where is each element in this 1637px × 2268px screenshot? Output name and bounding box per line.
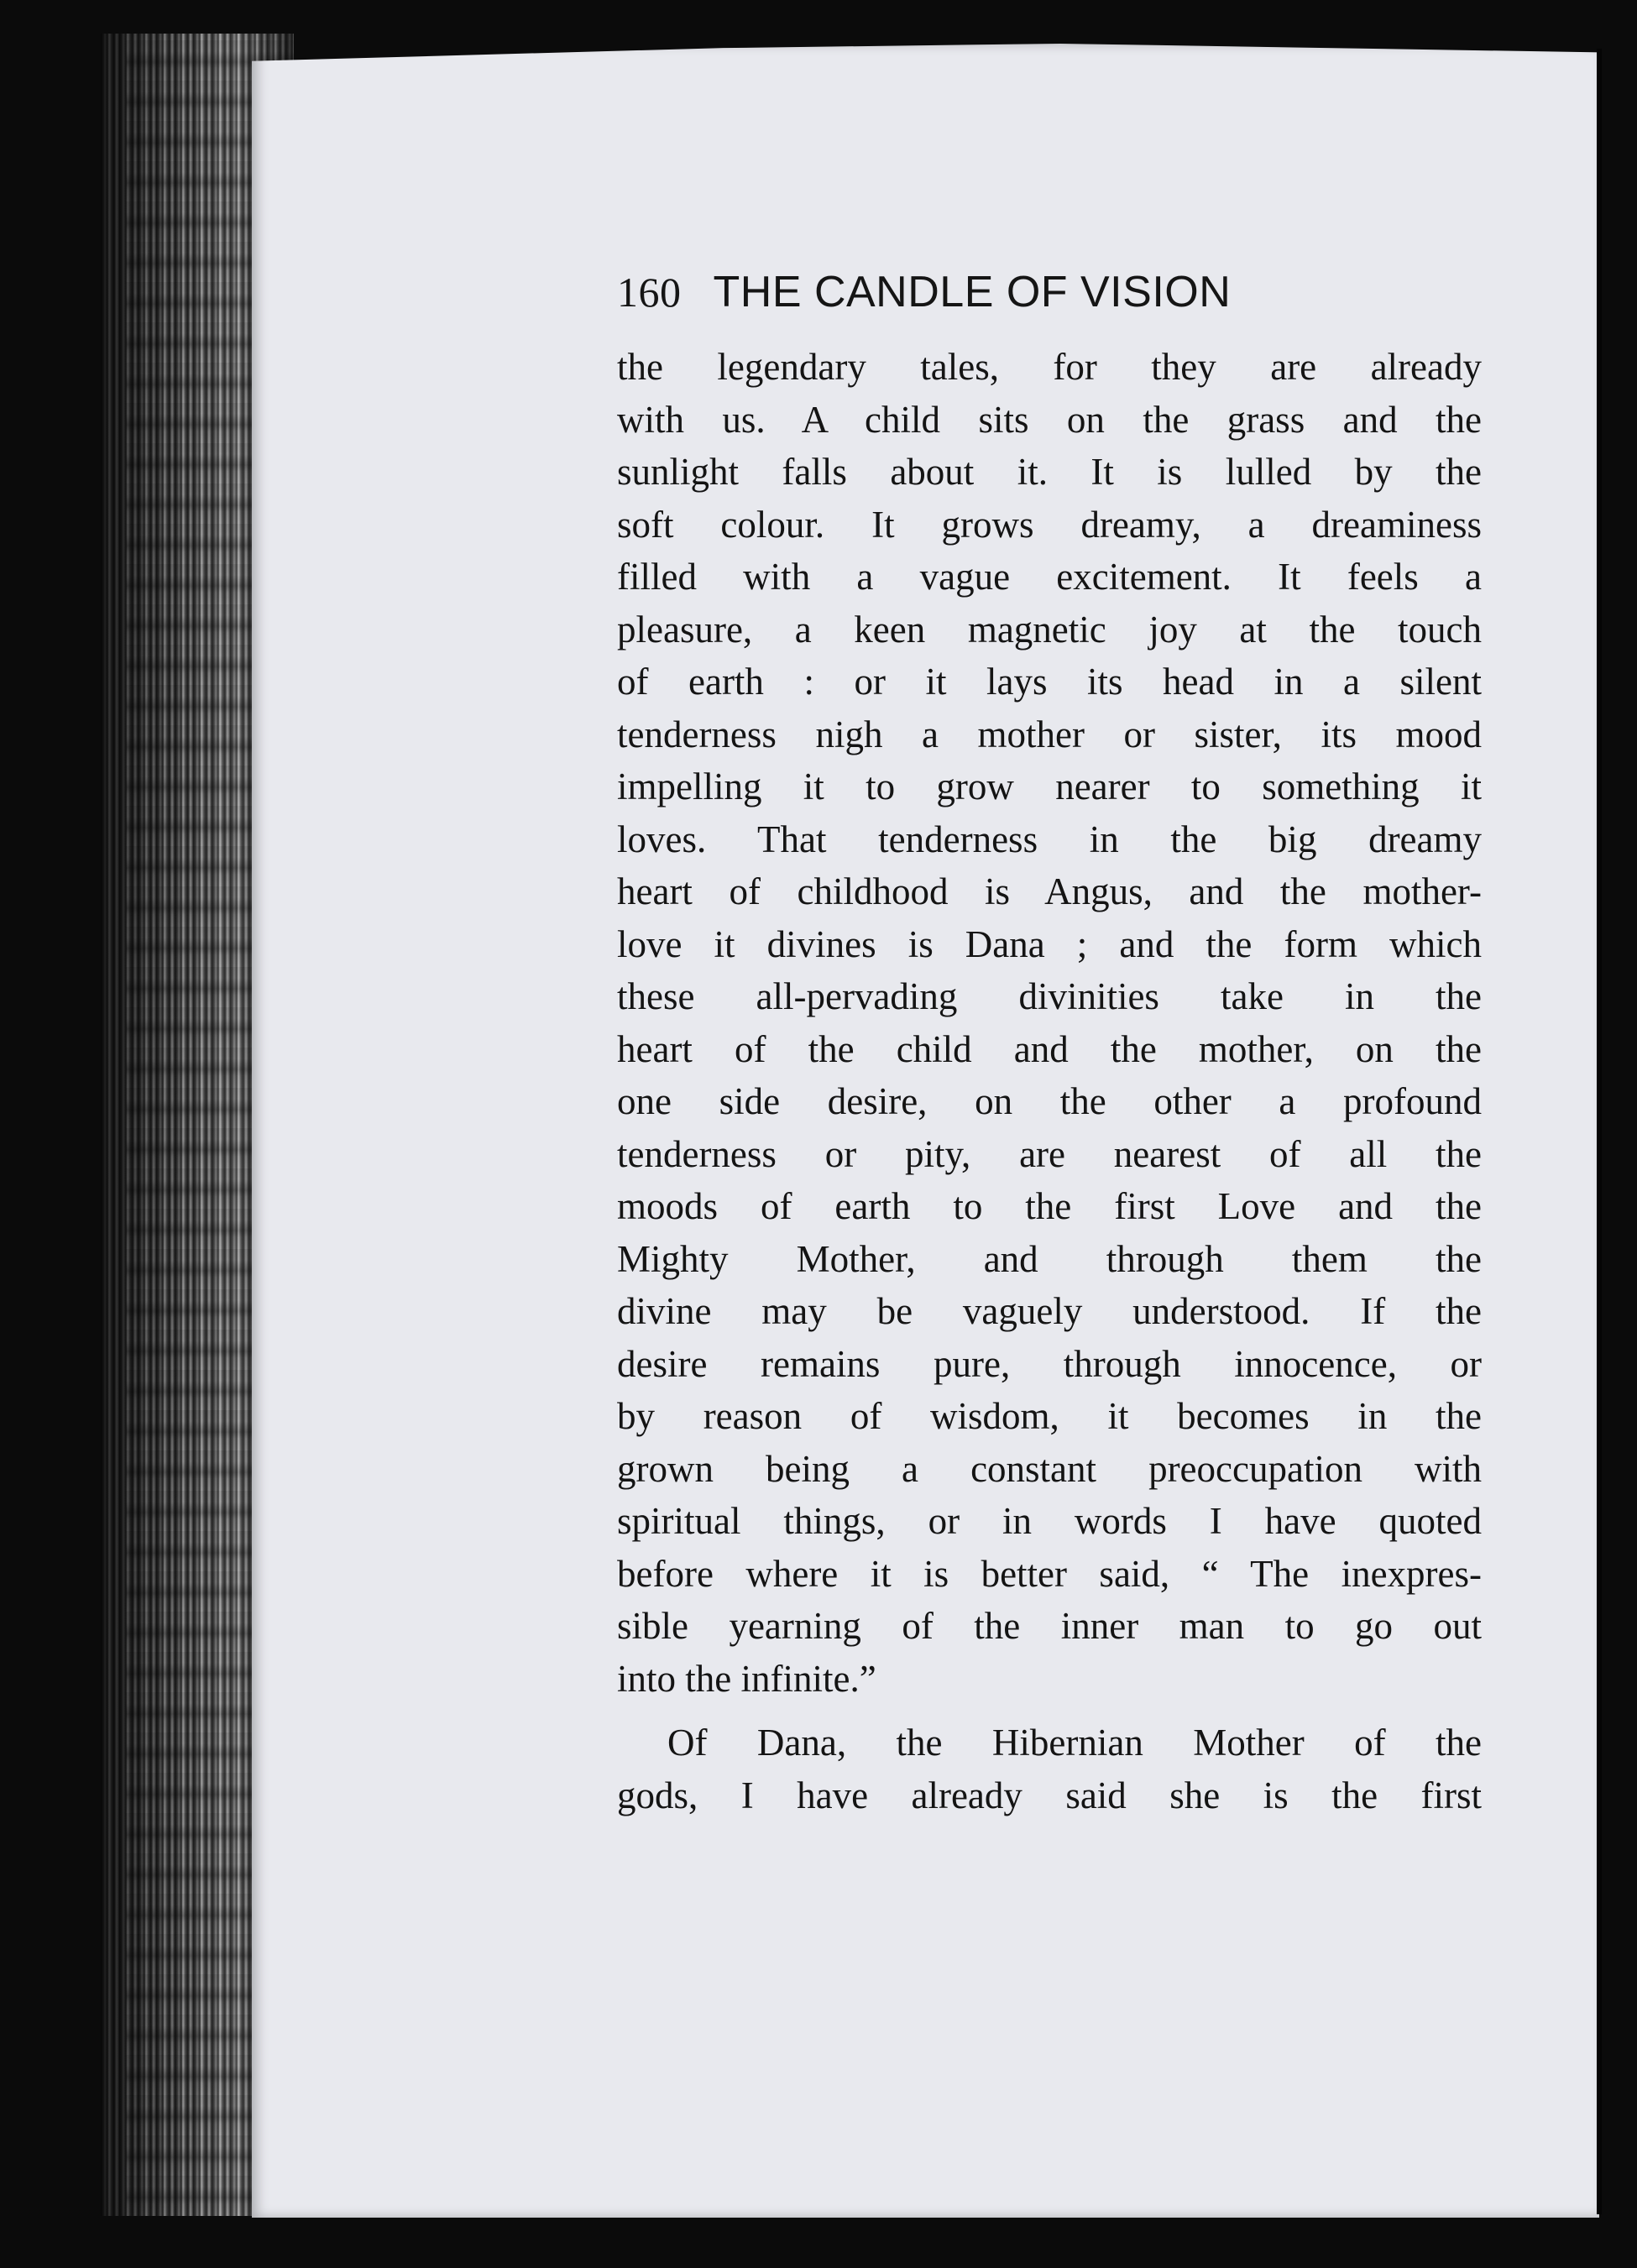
- text-line: filled with a vague excitement. It feels a: [617, 556, 1482, 598]
- text-line: by reason of wisdom, it becomes in the: [617, 1395, 1482, 1437]
- text-line: with us. A child sits on the grass and the: [617, 398, 1482, 441]
- paragraph: [617, 1717, 1482, 1821]
- text-line: desire remains pure, through innocence, or: [617, 1342, 1482, 1385]
- running-header: [617, 267, 1482, 317]
- text-line: pleasure, a keen magnetic joy at the touch: [617, 608, 1482, 651]
- text-line: Of Dana, the Hibernian Mother of the: [667, 1722, 1482, 1764]
- text-line: sunlight falls about it. It is lulled by the: [617, 451, 1482, 493]
- text-line: love it divines is Dana ; and the form which: [617, 922, 1482, 965]
- text-line: grown being a constant preoccupation with: [617, 1447, 1482, 1490]
- text-line: impelling it to grow nearer to something it: [617, 766, 1482, 807]
- text-line: before where it is better said, “ The inexpres-: [617, 1552, 1482, 1595]
- text-line: gods, I have already said she is the first: [617, 1774, 1482, 1816]
- page-number: 160: [617, 269, 682, 316]
- text-line: Mighty Mother, and through them the: [617, 1237, 1482, 1280]
- text-line: these all-pervading divinities take in the: [617, 975, 1482, 1017]
- text-line: heart of childhood is Angus, and the mother-: [617, 870, 1482, 912]
- text-line: one side desire, on the other a profound: [617, 1080, 1482, 1122]
- text-line: of earth : or it lays its head in a silent: [617, 661, 1482, 703]
- text-line: soft colour. It grows dreamy, a dreaminess: [617, 503, 1482, 546]
- running-title: THE CANDLE OF VISION: [713, 268, 1232, 316]
- text-line: divine may be vaguely understood. If the: [617, 1290, 1482, 1332]
- page-text-block: [617, 267, 1482, 1821]
- text-line: sible yearning of the inner man to go out: [617, 1605, 1482, 1647]
- text-line: tenderness nigh a mother or sister, its mood: [617, 713, 1482, 755]
- text-line: into the infinite.”: [617, 1657, 876, 1700]
- text-line: the legendary tales, for they are already: [617, 346, 1482, 388]
- text-line: heart of the child and the mother, on the: [617, 1027, 1482, 1070]
- text-line: tenderness or pity, are nearest of all the: [617, 1132, 1482, 1175]
- text-line: spiritual things, or in words I have quoted: [617, 1500, 1482, 1542]
- text-line: loves. That tenderness in the big dreamy: [617, 818, 1482, 860]
- page-right-edge: [1597, 49, 1602, 2214]
- text-line: moods of earth to the first Love and the: [617, 1185, 1482, 1227]
- paragraph: [617, 341, 1482, 1705]
